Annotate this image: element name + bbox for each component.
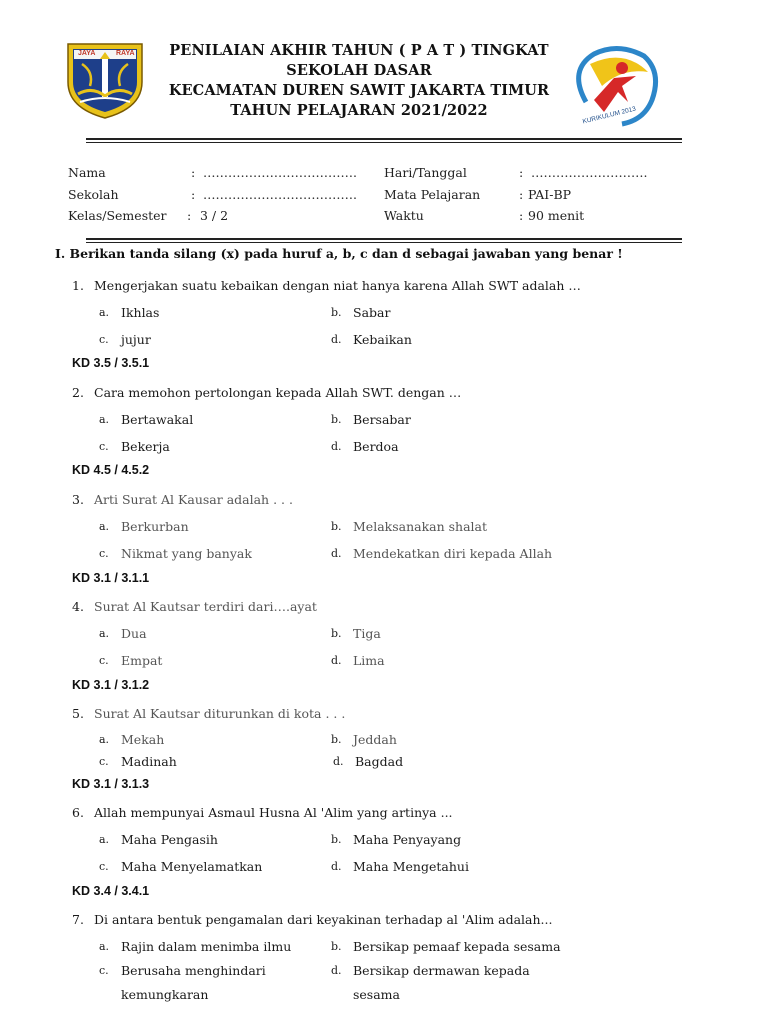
option-b[interactable]: Melaksanakan shalat (353, 519, 488, 534)
kelas-value: 3 / 2 (200, 208, 229, 223)
option-letter-d[interactable]: d. (331, 654, 342, 667)
option-letter-a[interactable]: a. (99, 733, 110, 746)
header-line-4: TAHUN PELAJARAN 2021/2022 (230, 102, 488, 119)
option-letter-a[interactable]: a. (99, 413, 110, 426)
option-letter-b[interactable]: b. (331, 413, 342, 426)
logo-banner-left: JAYA (78, 50, 96, 57)
option-letter-a[interactable]: a. (99, 306, 110, 319)
question-number: 2. (72, 385, 84, 400)
instruction-heading: I. Berikan tanda silang (x) pada huruf a, b, c dan d sebagai jawaban yang benar ! (55, 246, 623, 261)
option-letter-a[interactable]: a. (99, 833, 110, 846)
question-number: 1. (72, 278, 84, 293)
kd-code: KD 3.5 / 3.5.1 (72, 356, 150, 370)
option-d[interactable]: Maha Mengetahui (353, 859, 469, 874)
waktu-colon: : (519, 208, 524, 223)
option-b[interactable]: Tiga (353, 626, 381, 641)
kd-code: KD 3.4 / 3.4.1 (72, 884, 150, 898)
mapel-label: Mata Pelajaran (384, 187, 481, 202)
question-number: 3. (72, 492, 84, 507)
option-letter-b[interactable]: b. (331, 833, 342, 846)
option-d[interactable]: Bagdad (355, 754, 404, 769)
option-a[interactable]: Dua (121, 626, 147, 641)
option-c[interactable]: jujur (121, 332, 151, 347)
option-letter-a[interactable]: a. (99, 940, 110, 953)
question-text: Di antara bentuk pengamalan dari keyakinan terhadap al 'Alim adalah... (94, 912, 553, 927)
waktu-value: 90 menit (528, 208, 585, 223)
header-rule-thick (86, 138, 682, 140)
option-b[interactable]: Maha Penyayang (353, 832, 462, 847)
nama-colon: : (191, 165, 196, 180)
option-c[interactable]: Bekerja (121, 439, 170, 454)
option-letter-b[interactable]: b. (331, 627, 342, 640)
kd-code: KD 4.5 / 4.5.2 (72, 463, 150, 477)
option-c-line-1[interactable]: Berusaha menghindari (121, 963, 266, 978)
option-a[interactable]: Mekah (121, 732, 165, 747)
mapel-value: PAI-BP (528, 187, 572, 202)
option-d[interactable]: Kebaikan (353, 332, 412, 347)
sekolah-colon: : (191, 187, 196, 202)
nama-label: Nama (68, 165, 106, 180)
option-b[interactable]: Sabar (353, 305, 391, 320)
option-letter-c[interactable]: c. (99, 440, 109, 453)
option-letter-d[interactable]: d. (331, 440, 342, 453)
header-rule-thin (86, 142, 682, 143)
question-number: 5. (72, 706, 84, 721)
option-a[interactable]: Berkurban (121, 519, 189, 534)
question-text: Allah mempunyai Asmaul Husna Al 'Alim yang artinya ... (94, 805, 453, 820)
option-a[interactable]: Ikhlas (121, 305, 160, 320)
kurikulum-logo-text: KURIKULUM 2013 (581, 105, 637, 126)
option-d[interactable]: Mendekatkan diri kepada Allah (353, 546, 553, 561)
option-letter-d[interactable]: d. (331, 964, 342, 977)
sekolah-field[interactable]: ………………………………. (203, 187, 357, 202)
question-number: 7. (72, 912, 84, 927)
question-number: 6. (72, 805, 84, 820)
option-letter-d[interactable]: d. (333, 755, 344, 768)
option-c[interactable]: Nikmat yang banyak (121, 546, 252, 561)
option-b[interactable]: Jeddah (353, 732, 397, 747)
option-letter-c[interactable]: c. (99, 333, 109, 346)
question-text: Cara memohon pertolongan kepada Allah SWT. dengan … (94, 385, 462, 400)
option-c[interactable]: Empat (121, 653, 163, 668)
info-rule-thin (86, 242, 682, 243)
right-logo (564, 42, 664, 132)
option-letter-c[interactable]: c. (99, 860, 109, 873)
option-letter-c[interactable]: c. (99, 755, 109, 768)
logo-banner-right: RAYA (116, 50, 135, 57)
hari-field[interactable]: ………………………. (531, 165, 648, 180)
mapel-colon: : (519, 187, 524, 202)
left-logo (64, 42, 146, 120)
option-d[interactable]: Lima (353, 653, 385, 668)
question-text: Surat Al Kautsar diturunkan di kota . . . (94, 706, 346, 721)
option-letter-d[interactable]: d. (331, 333, 342, 346)
question-text: Arti Surat Al Kausar adalah . . . (94, 492, 293, 507)
option-b[interactable]: Bersikap pemaaf kepada sesama (353, 939, 561, 954)
waktu-label: Waktu (384, 208, 424, 223)
option-a[interactable]: Rajin dalam menimba ilmu (121, 939, 292, 954)
option-d[interactable]: Berdoa (353, 439, 399, 454)
option-letter-a[interactable]: a. (99, 520, 110, 533)
option-letter-d[interactable]: d. (331, 860, 342, 873)
question-text: Mengerjakan suatu kebaikan dengan niat hanya karena Allah SWT adalah … (94, 278, 581, 293)
hari-label: Hari/Tanggal (384, 165, 467, 180)
option-a[interactable]: Bertawakal (121, 412, 194, 427)
option-letter-b[interactable]: b. (331, 520, 342, 533)
option-letter-b[interactable]: b. (331, 940, 342, 953)
sekolah-label: Sekolah (68, 187, 119, 202)
option-a[interactable]: Maha Pengasih (121, 832, 218, 847)
option-letter-b[interactable]: b. (331, 733, 342, 746)
option-d-line-2[interactable]: sesama (353, 987, 400, 1002)
option-letter-c[interactable]: c. (99, 654, 109, 667)
kd-code: KD 3.1 / 3.1.3 (72, 777, 150, 791)
header-line-3: KECAMATAN DUREN SAWIT JAKARTA TIMUR (168, 82, 550, 99)
hari-colon: : (519, 165, 524, 180)
header-line-1: PENILAIAN AKHIR TAHUN ( P A T ) TINGKAT (169, 42, 549, 59)
header-line-2: SEKOLAH DASAR (286, 62, 432, 79)
info-rule-thick (86, 238, 682, 240)
option-letter-d[interactable]: d. (331, 547, 342, 560)
kd-code: KD 3.1 / 3.1.1 (72, 571, 150, 585)
option-d-line-1[interactable]: Bersikap dermawan kepada (353, 963, 530, 978)
kelas-colon: : (187, 208, 192, 223)
option-b[interactable]: Bersabar (353, 412, 411, 427)
option-letter-c[interactable]: c. (99, 964, 109, 977)
question-text: Surat Al Kautsar terdiri dari….ayat (94, 599, 317, 614)
option-c[interactable]: Madinah (121, 754, 177, 769)
option-c[interactable]: Maha Menyelamatkan (121, 859, 263, 874)
option-letter-c[interactable]: c. (99, 547, 109, 560)
kelas-label: Kelas/Semester (68, 208, 167, 223)
option-letter-a[interactable]: a. (99, 627, 110, 640)
option-c-line-2[interactable]: kemungkaran (121, 987, 209, 1002)
question-number: 4. (72, 599, 84, 614)
option-letter-b[interactable]: b. (331, 306, 342, 319)
nama-field[interactable]: ………………………………. (203, 165, 357, 180)
kd-code: KD 3.1 / 3.1.2 (72, 678, 150, 692)
